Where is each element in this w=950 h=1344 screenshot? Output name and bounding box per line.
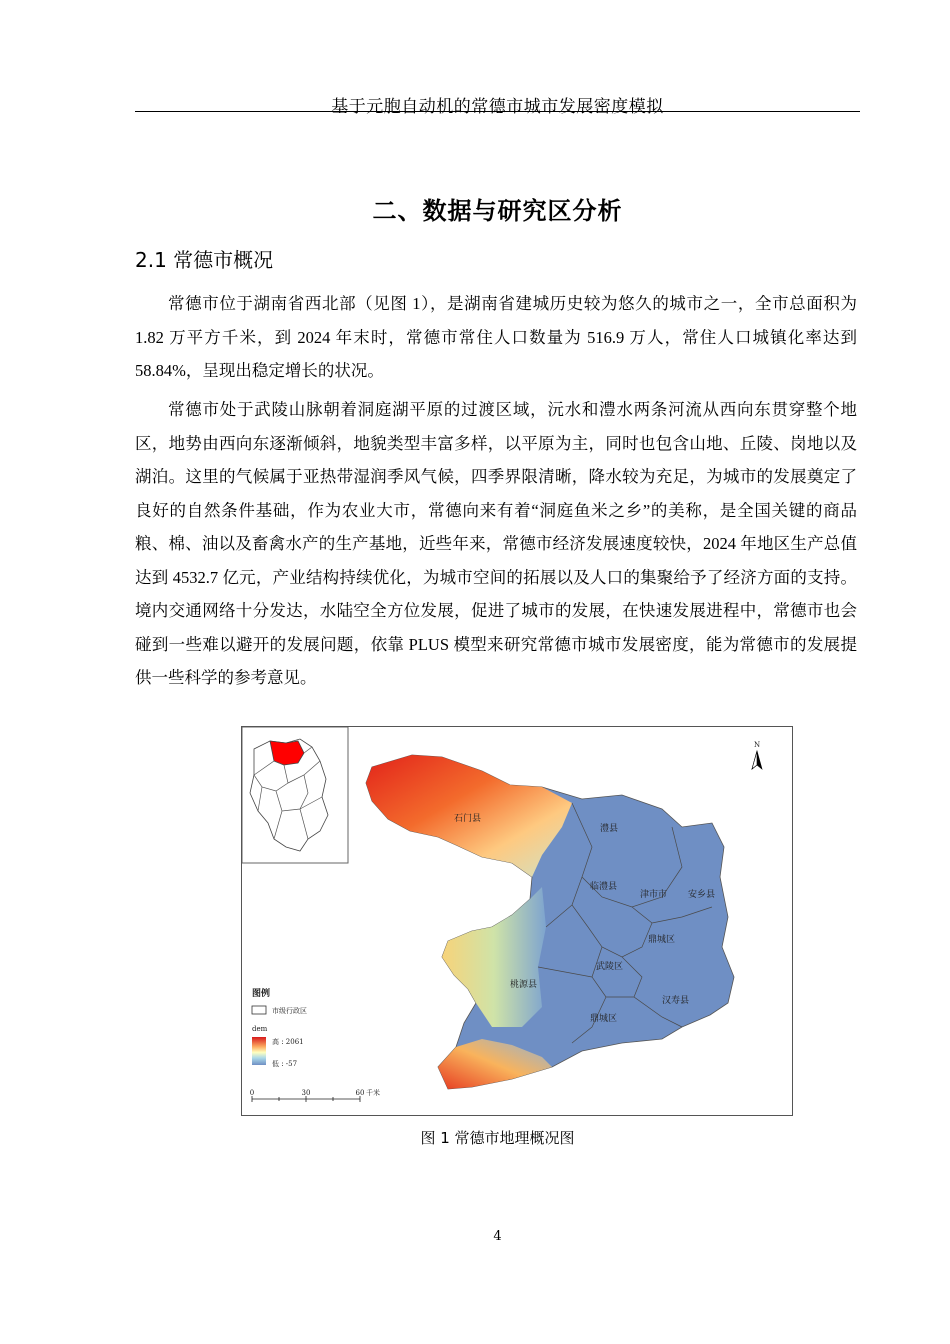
- label-lixian: 澧县: [600, 824, 619, 834]
- header-rule: [135, 111, 860, 112]
- legend-boundary-label: 市级行政区: [272, 1007, 307, 1015]
- page-number: 4: [493, 1229, 502, 1244]
- scale-bar: [250, 1088, 380, 1102]
- label-dingcheng-south: 鼎城区: [590, 1014, 618, 1024]
- legend-title: 图例: [252, 989, 271, 999]
- label-dingcheng-north: 鼎城区: [648, 935, 676, 945]
- north-arrow-icon: [752, 741, 762, 769]
- label-taoyuan: 桃源县: [510, 980, 538, 990]
- svg-text:0: 0: [249, 1089, 255, 1097]
- map-canvas: [242, 727, 792, 1115]
- section-title: 2.1 常德市概况: [135, 248, 274, 272]
- taoyuan-hills: [442, 887, 546, 1027]
- figure-caption: 图 1 常德市地理概况图: [420, 1129, 575, 1147]
- svg-text:N: N: [753, 741, 761, 749]
- running-header: 基于元胞自动机的常德市城市发展密度模拟: [331, 97, 664, 117]
- dem-ramp: [252, 1037, 266, 1065]
- figure-map: [241, 726, 793, 1116]
- legend-high: 高 : 2061: [272, 1038, 304, 1046]
- paragraph-geography: 常德市处于武陵山脉朝着洞庭湖平原的过渡区域，沅水和澧水两条河流从西向东贯穿整个地区，地势由西向东逐渐倾斜，地貌类型丰富多样，以平原为主，同时也包含山地、丘陵、岗地以及湖泊。这里的气候属于亚热带湿润季风气候，四季界限清晰，降水较为充足，为城市的发展奠定了良好的自然条件基础，作为农业大市，常德向来有着“洞庭鱼米之乡”的美称，是全国关键的商品粮、棉、油以及畜禽水产的生产基地，近些年来，常德市经济发展速度较快，2024 年地区生产总值达到 4532.7 亿元，产业结构持续优化，为城市空间的拓展以及人口的集聚给予了经济方面的支持。境内交通网络十分发达，水陆空全方位发展，促进了城市的发展，在快速发展进程中，常德市也会碰到一些难以避开的发展问题，依靠 PLUS 模型来研究常德市城市发展密度，能为常德市的发展提供一些科学的参考意见。: [135, 400, 857, 687]
- svg-text:30: 30: [301, 1089, 311, 1097]
- legend-dem-label: dem: [252, 1025, 268, 1033]
- label-shimen: 石门县: [454, 814, 482, 824]
- svg-text:千米: 千米: [366, 1089, 380, 1097]
- legend-low: 低 : -57: [272, 1060, 298, 1068]
- paragraph-overview: 常德市位于湖南省西北部（见图 1），是湖南省建城历史较为悠久的城市之一，全市总面积为 1.82 万平方千米，到 2024 年末时，常德市常住人口数量为 516.9 万人，常住人口城镇化率达到 58.84%，呈现出稳定增长的状况。: [135, 294, 857, 380]
- svg-text:60: 60: [355, 1089, 365, 1097]
- boundary-swatch: [252, 1006, 266, 1014]
- map-legend: [252, 987, 307, 1068]
- label-anxiang: 安乡县: [688, 890, 716, 900]
- label-hanshou: 汉寿县: [662, 996, 690, 1006]
- label-wuling: 武陵区: [596, 962, 624, 972]
- chapter-title: 二、数据与研究区分析: [372, 197, 623, 225]
- label-linli: 临澧县: [590, 882, 618, 892]
- label-jinshi: 津市市: [640, 890, 668, 900]
- dem-map: [366, 755, 734, 1089]
- inset-map: [242, 727, 348, 863]
